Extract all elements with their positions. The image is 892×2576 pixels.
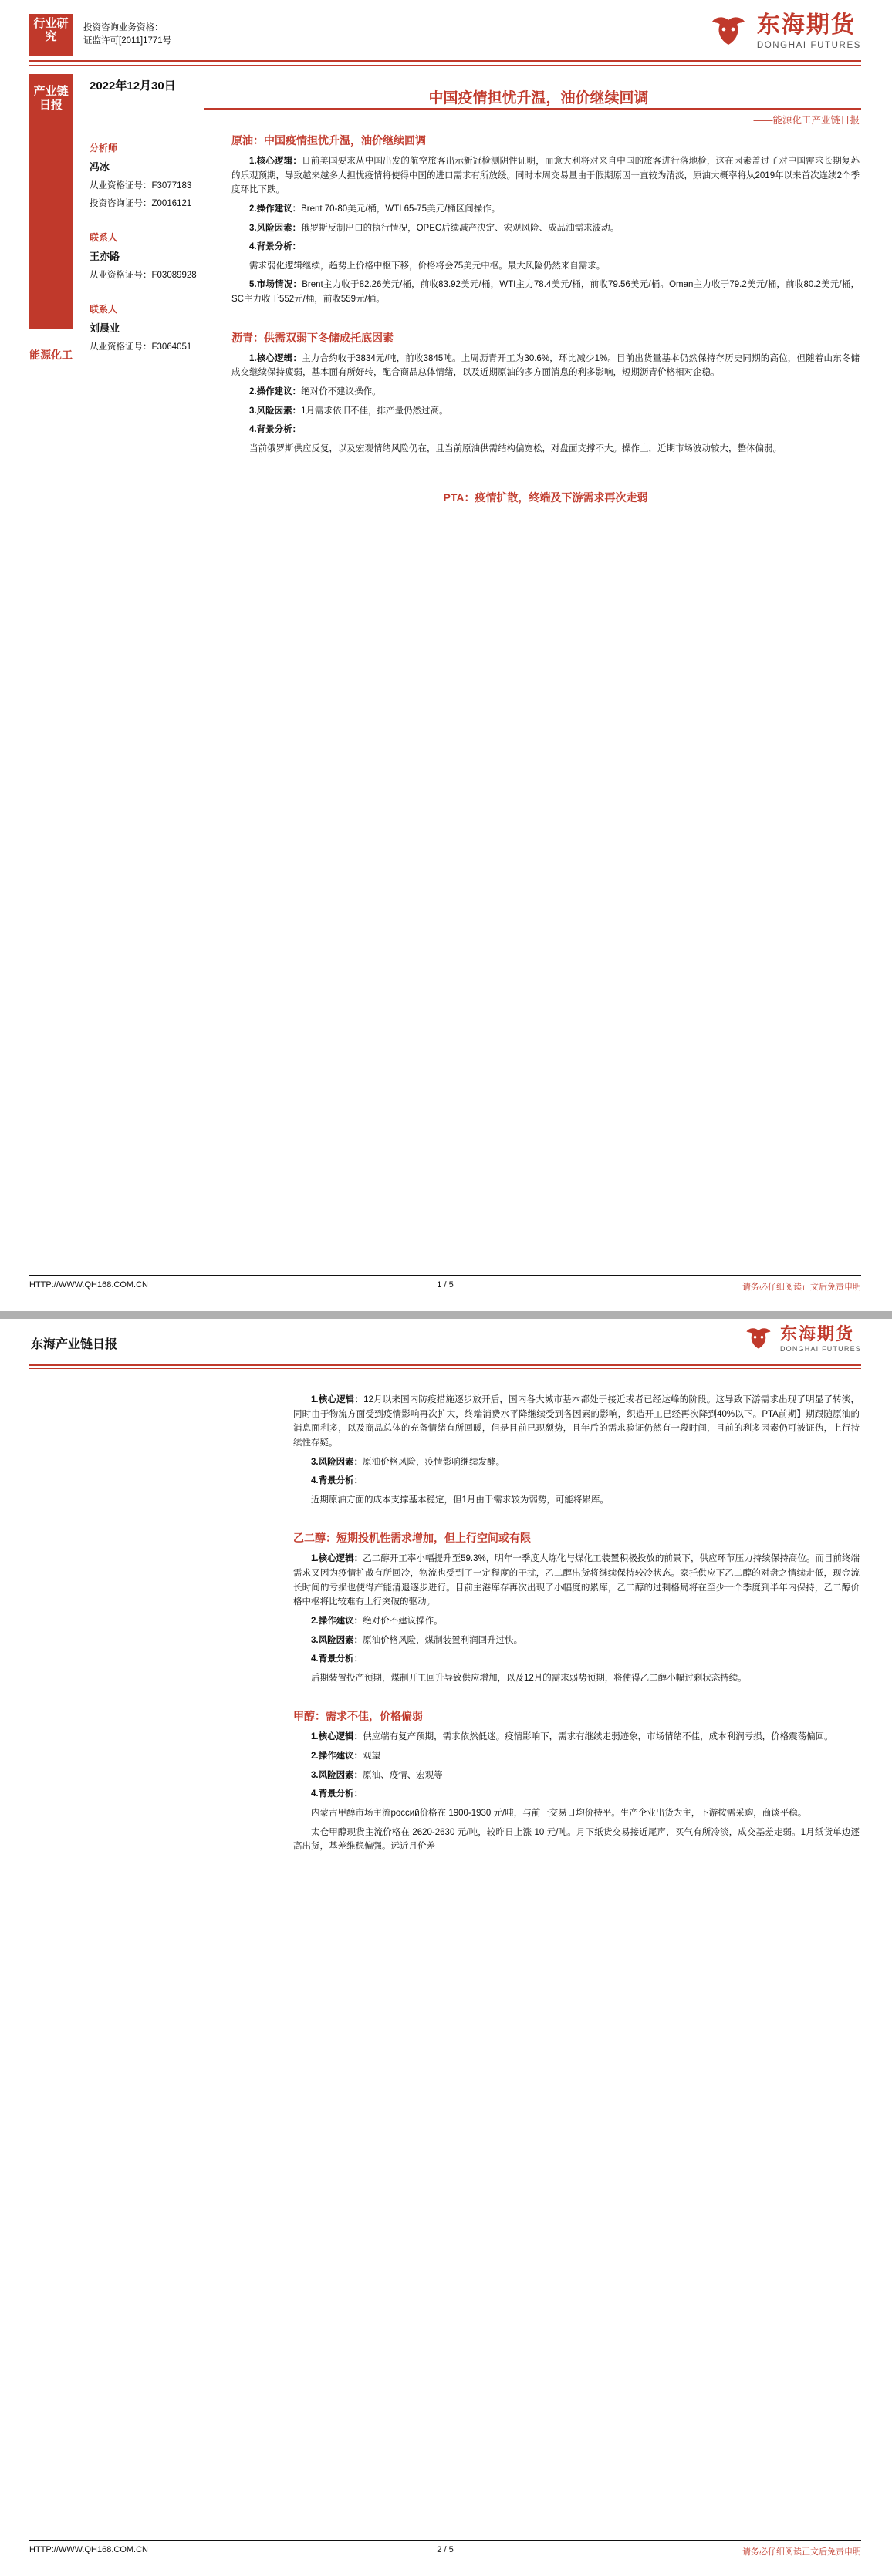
contact-cert-1-0: 从业资格证号：F03089928 <box>90 271 197 280</box>
brand-name-cn: 东海期货 <box>756 12 856 38</box>
analyst-name: 冯冰 <box>90 161 110 173</box>
page2-footer <box>29 2540 861 2557</box>
section-para: 3.风险因素：俄罗斯反制出口的执行情况，OPEC后续减产决定、宏观风险、成品油需求波动。 <box>249 223 620 233</box>
brand-logo <box>708 11 861 52</box>
header-rule <box>29 60 861 62</box>
spacer <box>293 1519 860 1530</box>
section-para: 需求弱化逻辑继续，趋势上价格中枢下移，价格将会75美元中枢。最大风险仍然来自需求。 <box>249 261 606 271</box>
footer-url[interactable]: HTTP://WWW.QH168.COM.CN <box>29 2545 148 2554</box>
contact-cert-2-0: 从业资格证号：F3064051 <box>90 342 192 352</box>
section-para: 4.背景分析： <box>249 242 302 252</box>
page2-header <box>0 1319 892 1381</box>
section-methanol <box>293 1708 860 1853</box>
section-para: 2.操作建议：Brent 70-80美元/桶，WTI 65-75美元/桶区间操作。 <box>249 204 501 214</box>
header-rule <box>29 1364 861 1366</box>
section-para: 内蒙古甲醇市场主流россий价格在 1900-1930 元/吨，与前一交易日均价持平。生产企业出货为主，下游按需采购，商谈平稳。 <box>311 1808 807 1818</box>
section-para: 4.背景分析： <box>311 1789 363 1799</box>
footer-rule <box>29 2540 861 2541</box>
section-para: 3.风险因素：原油、疫情、宏观等 <box>311 1770 443 1780</box>
left-band-subtitle: 能源化工 <box>29 349 73 361</box>
industry-research-tab: 行业研究 <box>29 14 73 56</box>
footer-disclaimer: 请务必仔细阅读正文后免责申明 <box>742 2547 861 2557</box>
section-para: 4.背景分析： <box>249 425 302 435</box>
contact-name-2: 刘晨业 <box>90 322 120 334</box>
analyst-group-2 <box>90 300 205 356</box>
analyst-block <box>90 139 205 372</box>
footer-disclaimer: 请务必仔细阅读正文后免责申明 <box>742 1283 861 1292</box>
page2-body <box>293 1393 860 1866</box>
report-page-2 <box>0 1319 892 2576</box>
page-title: 中国疫情担忧升温，油价继续回调 <box>428 90 649 106</box>
section-para: 1.核心逻辑：乙二醇开工率小幅提升至59.3%，明年一季度大炼化与煤化工装置积极投放的前景下，供应环节压力持续保持高位。而目前终端需求又因为疫情扩散有所回冷，物流也受到了一定程度的干扰，乙二醇出货将继续保持较冷状态。家托供应下乙二醇的对盘之情续走低，现金流长时间的亏损也使得产能清退逐步进行。目前主港库存再次出现了小幅度的累库，乙二醇的过剩格局将在至少一个季度到半年内保持，乙二醇价格中枢将比较难有上行突破的驱动。 <box>293 1554 860 1607</box>
analyst-cert-0-1: 投资咨询证号：Z0016121 <box>90 199 192 208</box>
spacer <box>231 319 860 330</box>
brand-name-en: DONGHAI FUTURES <box>779 1344 861 1353</box>
section-para: 当前俄罗斯供应反复，以及宏观情绪风险仍在，且当前原油供需结构偏宽松，对盘面支撑不大。操作上，近期市场波动较大，整体偏弱。 <box>249 443 782 453</box>
section-heading: PTA：疫情扩散，终端及下游需求再次走弱 <box>443 491 648 504</box>
brand-name-en: DONGHAI FUTURES <box>756 40 861 50</box>
footer-page-number: 1 / 5 <box>437 1280 454 1290</box>
header-rule-thin <box>29 65 861 66</box>
spacer <box>231 479 860 490</box>
section-pta-continued <box>293 1393 860 1507</box>
analyst-group-0 <box>90 139 205 213</box>
section-heading: 甲醇：需求不佳，价格偏弱 <box>293 1710 423 1723</box>
section-para: 1.核心逻辑：12月以来国内防疫措施逐步放开后，国内各大城市基本都处于接近或者已经达峰的阶段。这导致下游需求出现了明显了转淡，同时由于物流方面受到疫情影响再次扩大，终端消费水平降继续受到各因素的影响，织造开工已经再次降到40%以下。PTA前期】期跟随原油的消息面利多，以及商品总体的充备情绪有所回暖，但是目前已现颓势，且年后的需求验证仍然有一段时间，目前的利多因素仍可被证伪，上行持续性存疑。 <box>293 1395 860 1448</box>
brand-logo-small <box>743 1323 861 1354</box>
section-para: 3.风险因素：1月需求依旧不佳，排产量仍然过高。 <box>249 406 448 416</box>
page1-body <box>231 133 860 518</box>
license-line-2: 证监许可[2011]1771号 <box>83 36 172 46</box>
section-para: 4.背景分析： <box>311 1476 363 1486</box>
footer-page-number: 2 / 5 <box>437 2545 454 2554</box>
left-red-band <box>29 74 73 329</box>
contact-role-2: 联系人 <box>90 304 118 315</box>
analyst-role: 分析师 <box>90 143 118 153</box>
section-para: 5.市场情况：Brent主力收于82.26美元/桶，前收83.92美元/桶，WTI主力78.4美元/桶，前收79.56美元/桶。Oman主力收于79.2美元/桶，前收80.2美元/桶，SC主力收于552元/桶，前收559元/桶。 <box>231 280 860 304</box>
footer-url[interactable]: HTTP://WWW.QH168.COM.CN <box>29 1280 148 1290</box>
section-para: 太仓甲醇现货主流价格在 2620-2630 元/吨，较昨日上涨 10 元/吨。月下纸货交易接近尾声，买气有所冷淡，成交基差走弱。1月纸货单边逐高出货，基差维稳偏强。远近月价差 <box>293 1827 860 1852</box>
section-para: 2.操作建议：绝对价不建议操作。 <box>249 386 381 396</box>
brand-name-cn: 东海期货 <box>779 1323 854 1344</box>
spacer <box>231 468 860 479</box>
bull-head-logo-icon <box>743 1323 774 1354</box>
section-para: 1.核心逻辑：供应端有复产预期，需求依然低迷。疫情影响下，需求有继续走弱迹象，市场情绪不佳，成本利润亏损，价格震荡偏回。 <box>311 1732 833 1742</box>
section-para: 1.核心逻辑：主力合约收于3834元/吨，前收3845吨。上周沥青开工为30.6%，环比减少1%。目前出货量基本仍然保持存历史同期的高位，但随着山东冬储成交继续保持疲弱，基本面有所好转，配合商品总体情绪，以及近期原油的多方面消息的利多影响，短期沥青价格相对企稳。 <box>231 353 860 378</box>
section-para: 后期装置投产预期，煤制开工回升导致供应增加，以及12月的需求弱势预期，将使得乙二醇小幅过剩状态持续。 <box>311 1673 747 1683</box>
section-pta <box>231 490 860 505</box>
section-bitumen <box>231 330 860 457</box>
section-heading: 沥青：供需双弱下冬储成托底因素 <box>231 331 394 344</box>
spacer <box>293 1698 860 1708</box>
analyst-cert-0-0: 从业资格证号：F3077183 <box>90 181 192 191</box>
license-line-1: 投资咨询业务资格： <box>83 23 164 32</box>
section-para: 近期原油方面的成本支撑基本稳定，但1月由于需求较为弱势，可能将累库。 <box>311 1495 609 1505</box>
section-heading: 原油：中国疫情担忧升温，油价继续回调 <box>231 134 426 147</box>
bull-head-logo-icon <box>708 11 749 52</box>
section-meg <box>293 1530 860 1685</box>
section-para: 3.风险因素：原油价格风险，疫情影响继续发酵。 <box>311 1457 505 1467</box>
section-heading: 乙二醇：短期投机性需求增加，但上行空间或有限 <box>293 1532 531 1545</box>
page1-footer <box>29 1275 861 1293</box>
title-rule <box>204 108 861 110</box>
section-para: 2.操作建议：观望 <box>311 1752 381 1761</box>
page2-header-title: 东海产业链日报 <box>31 1338 118 1351</box>
left-band-title: 产业链日报 <box>33 85 69 112</box>
contact-role-1: 联系人 <box>90 232 118 243</box>
page-subtitle: ——能源化工产业链日报 <box>753 115 860 126</box>
contact-name-1: 王亦路 <box>90 251 120 262</box>
section-crude-oil <box>231 133 860 307</box>
license-text <box>83 22 171 49</box>
section-para: 4.背景分析： <box>311 1654 363 1664</box>
report-date: 2022年12月30日 <box>90 79 176 93</box>
section-para: 3.风险因素：原油价格风险，煤制装置利润回升过快。 <box>311 1635 523 1645</box>
analyst-group-1 <box>90 228 205 285</box>
header-rule-thin <box>29 1368 861 1369</box>
section-para: 1.核心逻辑：日前美国要求从中国出发的航空旅客出示新冠检测阴性证明，而意大利将对来自中国的旅客进行落地检，这在因素盖过了对中国需求长期复苏的乐观预期，导致越来越多人担忧疫情将使得中国的进口需求有所放缓。同时本周交易量由于假期原因一直较为清淡，原油大概率将从2019年以来首次连续2个季度环比下跌。 <box>231 157 860 195</box>
footer-rule <box>29 1275 861 1276</box>
section-para: 2.操作建议：绝对价不建议操作。 <box>311 1616 443 1626</box>
